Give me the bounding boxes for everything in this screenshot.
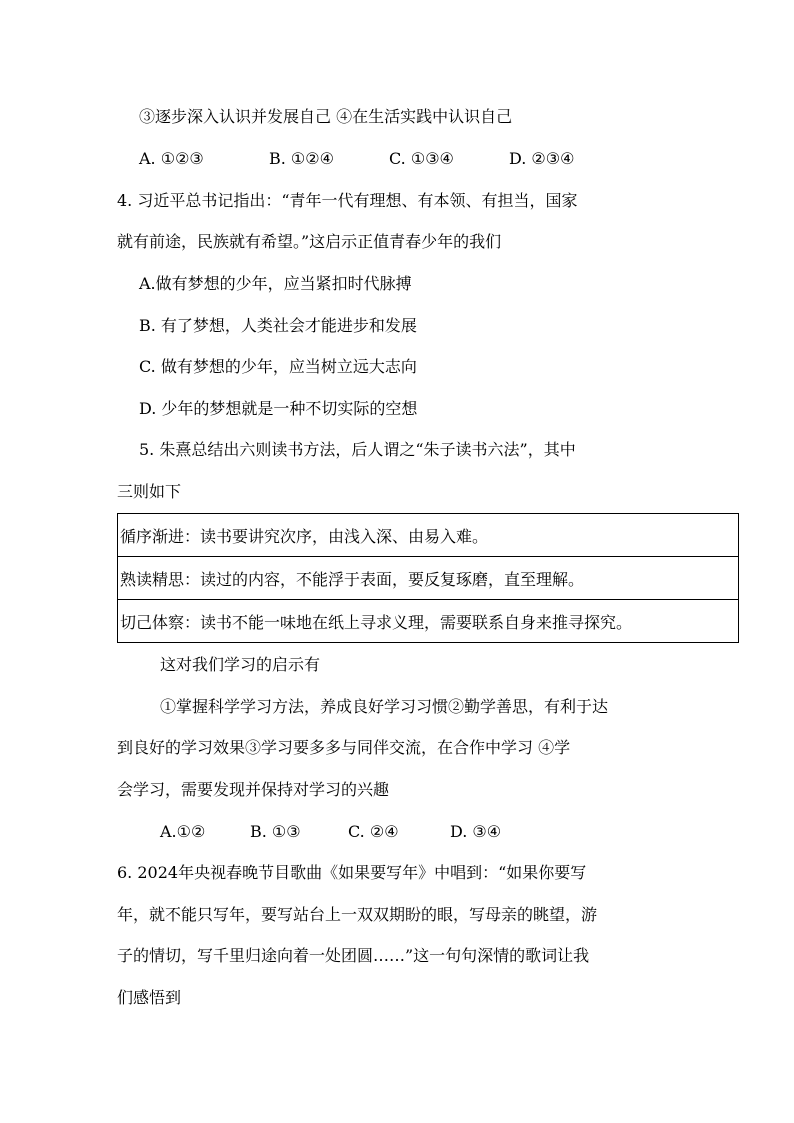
q4-option-b: B. 有了梦想，人类社会才能进步和发展 (139, 316, 417, 335)
q3-option-a: A. ①②③ (139, 149, 204, 168)
q5-statement-line-1: ①掌握科学学习方法，养成良好学习习惯②勤学善思，有利于达 (160, 697, 609, 716)
table-cell: 循序渐进：读书要讲究次序，由浅入深、由易入难。 (120, 526, 489, 546)
q5-option-a: A.①② (160, 822, 206, 841)
q5-statement-line-3: 会学习，需要发现并保持对学习的兴趣 (117, 780, 390, 799)
q5-statement-line-2: 到良好的学习效果③学习要多多与同伴交流，在合作中学习 ④学 (117, 738, 571, 757)
q5-stem-line-1: 5. 朱熹总结出六则读书方法，后人谓之“朱子读书六法”，其中 (139, 440, 576, 459)
table-cell: 切己体察：读书不能一味地在纸上寻求义理，需要联系自身来推寻探究。 (118, 600, 739, 643)
q5-option-b: B. ①③ (250, 822, 301, 841)
q3-option-b: B. ①②④ (269, 149, 334, 168)
q6-stem-line-3: 子的情切，写千里归途向着一处团圆……”这一句句深情的歌词让我 (117, 946, 590, 965)
q4-stem-line-2: 就有前途，民族就有希望。”这启示正值青春少年的我们 (117, 232, 502, 251)
q3-option-c: C. ①③④ (389, 149, 454, 168)
table-row (118, 514, 739, 557)
q3-option-d: D. ②③④ (509, 149, 575, 168)
reading-methods-table (117, 513, 739, 643)
q4-option-c: C. 做有梦想的少年，应当树立远大志向 (139, 357, 417, 376)
q4-option-d: D. 少年的梦想就是一种不切实际的空想 (139, 399, 418, 418)
table-cell: 熟读精思：读过的内容，不能浮于表面，要反复琢磨，直至理解。 (118, 557, 739, 600)
q5-prompt: 这对我们学习的启示有 (160, 655, 321, 674)
q4-option-a: A.做有梦想的少年，应当紧扣时代脉搏 (139, 274, 412, 293)
q3-options (139, 149, 574, 169)
q5-option-c: C. ②④ (348, 822, 399, 841)
q5-option-d: D. ③④ (450, 822, 502, 841)
q4-stem-line-1: 4. 习近平总书记指出：“青年一代有理想、有本领、有担当，国家 (117, 191, 578, 210)
q6-stem-line-1: 6. 2024年央视春晚节目歌曲《如果要写年》中唱到：“如果你要写 (117, 863, 587, 882)
q3-statement-line: ③逐步深入认识并发展自己 ④在生活实践中认识自己 (139, 107, 513, 126)
table-row (118, 600, 739, 643)
q5-options (160, 822, 501, 842)
table-row (118, 557, 739, 600)
q5-stem-line-2: 三则如下 (117, 482, 182, 501)
q6-stem-line-2: 年，就不能只写年，要写站台上一双双期盼的眼，写母亲的眺望，游 (117, 905, 598, 924)
q6-stem-line-4: 们感悟到 (117, 988, 182, 1007)
